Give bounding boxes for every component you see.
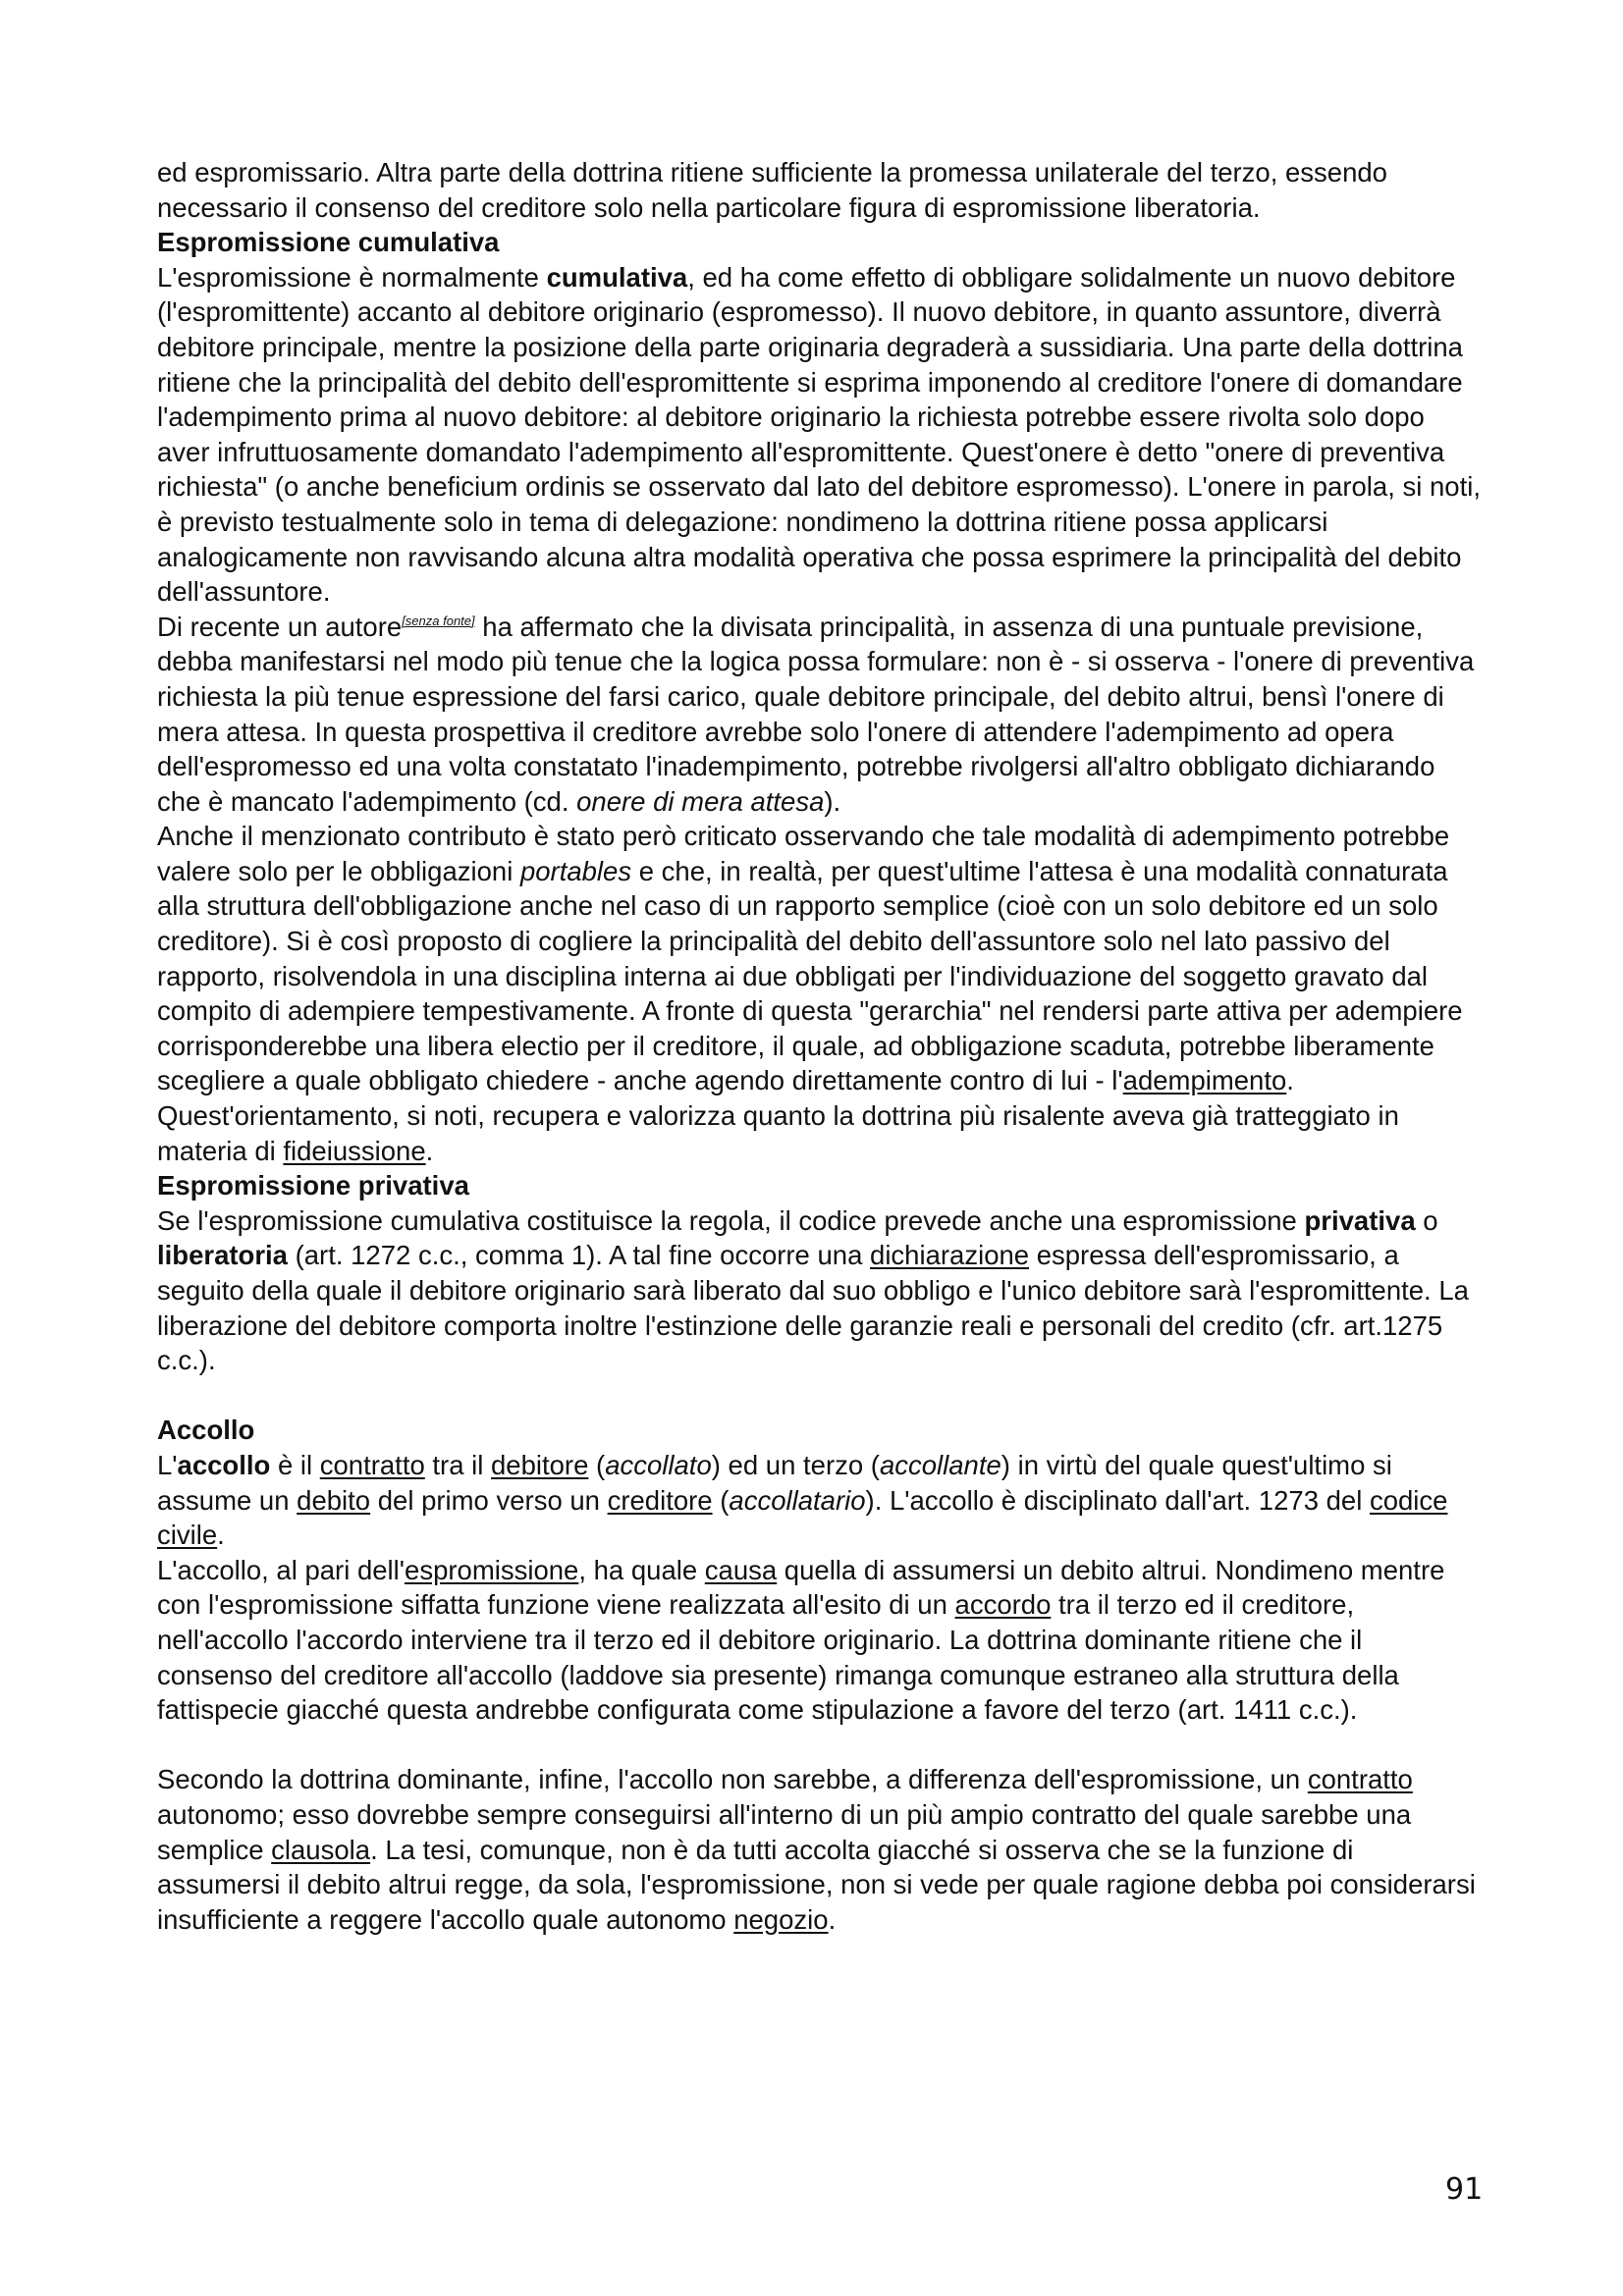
accollo-paragraph-3: Secondo la dottrina dominante, infine, l'accollo non sarebbe, a differenza dell'espromissione, un contratto autonomo; esso dovrebbe sempre conseguirsi all'interno di un più ampio contratto del quale sarebbe una semplice clausola. La tesi, comunque, non è da tutti accolta giacché si osserva che se la funzione di assumersi il debito altrui regge, da sola, l'espromissione, non si vede per quale ragione debba poi considerarsi insufficiente a reggere l'accollo quale autonomo negozio.	[157, 1764, 1476, 1935]
link-clausola[interactable]: clausola	[271, 1834, 371, 1865]
link-debito[interactable]: debito	[297, 1484, 371, 1516]
spacer	[157, 1378, 1483, 1414]
link-fideiussione[interactable]: fideiussione	[283, 1135, 426, 1166]
accollo-paragraph-1: L'accollo è il contratto tra il debitore (accollato) ed un terzo (accollante) in virtù del quale quest'ultimo si assume un debito del primo verso un creditore (accollatario). L'accollo è disciplinato dall'art. 1273 del codice civile.	[157, 1449, 1448, 1551]
link-dichiarazione[interactable]: dichiarazione	[870, 1240, 1030, 1271]
heading-espromissione-cumulativa: Espromissione cumulativa	[157, 227, 500, 258]
link-espromissione[interactable]: espromissione	[405, 1554, 579, 1585]
link-adempimento[interactable]: adempimento	[1122, 1065, 1287, 1096]
citation-needed-link[interactable]: [senza fonte]	[402, 613, 475, 628]
link-negozio[interactable]: negozio	[733, 1903, 829, 1935]
page-number: 91	[1445, 2172, 1484, 2207]
link-creditore[interactable]: creditore	[607, 1484, 713, 1516]
cumulativa-paragraph-1: L'espromissione è normalmente cumulativa, ed ha come effetto di obbligare solidalmente un nuovo debitore (l'espromittente) accanto al debitore originario (espromesso). Il nuovo debitore, in quanto assuntore, diverrà debitore principale, mentre la posizione della parte originaria degraderà a sussidiaria. Una parte della dottrina ritiene che la principalità del debito dell'espromittente si esprima imponendo al creditore l'onere di domandare l'adempimento prima al nuovo debitore: al debitore originario la richiesta potrebbe essere rivolta solo dopo aver infruttuosamente domandato l'adempimento all'espromittente. Quest'onere è detto "onere di preventiva richiesta" (o anche beneficium ordinis se osservato dal lato del debitore espromesso). L'onere in parola, si noti, è previsto testualmente solo in tema di delegazione: nondimeno la dottrina ritiene possa applicarsi analogicamente non ravvisando alcuna altra modalità operativa che possa esprimere la principalità del debito dell'assuntore.	[157, 261, 1481, 608]
heading-accollo: Accollo	[157, 1415, 255, 1446]
intro-paragraph: ed espromissario. Altra parte della dottrina ritiene sufficiente la promessa unilaterale del terzo, essendo necessario il consenso del creditore solo nella particolare figura di espromissione liberatoria.	[157, 157, 1387, 223]
spacer	[157, 1728, 1483, 1763]
privativa-paragraph: Se l'espromissione cumulativa costituisce la regola, il codice prevede anche una espromissione privativa o liberatoria (art. 1272 c.c., comma 1). A tal fine occorre una dichiarazione espressa dell'espromissario, a seguito della quale il debitore originario sarà liberato dal suo obbligo e l'unico debitore sarà l'espromittente. La liberazione del debitore comporta inoltre l'estinzione delle garanzie reali e personali del credito (cfr. art.1275 c.c.).	[157, 1204, 1469, 1376]
link-codice-civile[interactable]: codice civile	[157, 1484, 1448, 1551]
link-contratto-2[interactable]: contratto	[1307, 1764, 1413, 1795]
link-causa[interactable]: causa	[704, 1554, 778, 1585]
cumulativa-paragraph-2: Di recente un autore[senza fonte] ha affermato che la divisata principalità, in assenza di una puntuale previsione, debba manifestarsi nel modo più tenue che la logica possa formulare: non è - si osserva - l'onere di preventiva richiesta la più tenue espressione del farsi carico, quale debitore principale, del debito altrui, bensì l'onere di mera attesa. In questa prospettiva il creditore avrebbe solo l'onere di attendere l'adempimento ad opera dell'espromesso ed una volta constatato l'inadempimento, potrebbe rivolgersi all'altro obbligato dichiarando che è mancato l'adempimento (cd. onere di mera attesa).	[157, 611, 1475, 817]
link-debitore[interactable]: debitore	[491, 1449, 589, 1480]
cumulativa-paragraph-3: Anche il menzionato contributo è stato però criticato osservando che tale modalità di adempimento potrebbe valere solo per le obbligazioni portables e che, in realtà, per quest'ultime l'attesa è una modalità connaturata alla struttura dell'obbligazione anche nel caso di un rapporto semplice (cioè con un solo debitore ed un solo creditore). Si è così proposto di cogliere la principalità del debito dell'assuntore solo nel lato passivo del rapporto, risolvendola in una disciplina interna ai due obbligati per l'individuazione del soggetto gravato dal compito di adempiere tempestivamente. A fronte di questa "gerarchia" nel rendersi parte attiva per adempiere corrisponderebbe una libera electio per il creditore, il quale, ad obbligazione scaduta, potrebbe liberamente scegliere a quale obbligato chiedere - anche agendo direttamente contro di lui - l'adempimento. Quest'orientamento, si noti, recupera e valorizza quanto la dottrina più risalente aveva già tratteggiato in materia di fideiussione.	[157, 821, 1463, 1166]
link-contratto[interactable]: contratto	[319, 1449, 425, 1480]
document-page	[157, 155, 1483, 1937]
link-accordo[interactable]: accordo	[954, 1589, 1052, 1621]
accollo-paragraph-2: L'accollo, al pari dell'espromissione, ha quale causa quella di assumersi un debito altrui. Nondimeno mentre con l'espromissione siffatta funzione viene realizzata all'esito di un accordo tra il terzo ed il creditore, nell'accollo l'accordo interviene tra il terzo ed il debitore originario. La dottrina dominante ritiene che il consenso del creditore all'accollo (laddove sia presente) rimanga comunque estraneo alla struttura della fattispecie giacché questa andrebbe configurata come stipulazione a favore del terzo (art. 1411 c.c.).	[157, 1554, 1445, 1726]
heading-espromissione-privativa: Espromissione privativa	[157, 1170, 469, 1201]
